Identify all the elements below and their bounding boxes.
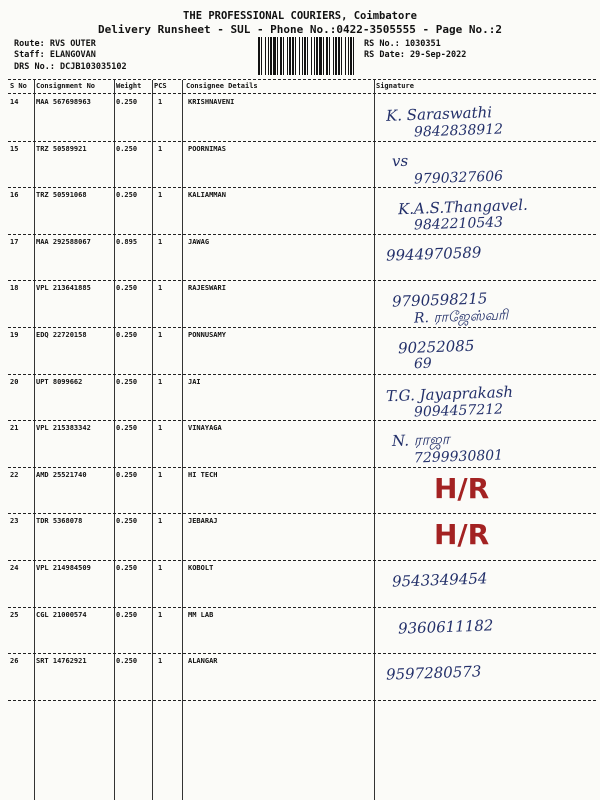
signature-cell bbox=[374, 235, 596, 281]
row-weight: 0.250 bbox=[116, 377, 138, 386]
row-pcs: 1 bbox=[158, 424, 163, 433]
row-pcs: 1 bbox=[158, 470, 163, 479]
barcode-bar bbox=[350, 37, 352, 75]
barcode-bar bbox=[348, 37, 349, 75]
signature-line-1: 9944970589 bbox=[385, 243, 482, 265]
row-consignment-no: MAA 567698963 bbox=[36, 98, 91, 106]
signature-line-1: H/R bbox=[434, 471, 490, 505]
row-consignee: KALIAMMAN bbox=[188, 191, 226, 200]
signature-line-2: 69 bbox=[413, 355, 433, 373]
row-pcs: 1 bbox=[158, 564, 163, 572]
row-consignee: KOBOLT bbox=[188, 564, 214, 572]
col-sno: S No bbox=[10, 82, 27, 90]
signature-cell bbox=[374, 514, 596, 560]
signature-line-1: H/R bbox=[434, 518, 490, 552]
signature-cell bbox=[374, 561, 596, 607]
row-consignment-no: TRZ 50591068 bbox=[36, 191, 87, 200]
barcode-bar bbox=[283, 37, 284, 75]
drs-number: DRS No.: DCJB103035102 bbox=[14, 62, 127, 72]
row-consignee: RAJESWARI bbox=[188, 284, 226, 293]
row-consignee: KRISHNAVENI bbox=[188, 98, 235, 106]
barcode-bar bbox=[353, 37, 354, 75]
barcode-bar bbox=[345, 37, 346, 75]
barcode-bar bbox=[338, 37, 340, 75]
row-sno: 21 bbox=[10, 424, 19, 433]
barcode-bar bbox=[335, 37, 337, 75]
row-pcs: 1 bbox=[158, 284, 163, 293]
col-consignment: Consignment No bbox=[36, 82, 96, 90]
row-sno: 20 bbox=[10, 377, 19, 386]
row-weight: 0.250 bbox=[116, 98, 138, 106]
rs-number: RS No.: 1030351 bbox=[364, 39, 441, 49]
row-consignment-no: VPL 213641885 bbox=[36, 284, 91, 293]
signature-line-1: 9790598215 bbox=[391, 289, 488, 312]
row-sno: 22 bbox=[10, 470, 19, 479]
barcode bbox=[258, 37, 358, 75]
barcode-bar bbox=[299, 37, 300, 75]
signature-cell bbox=[374, 328, 596, 374]
row-consignment-no: TDR 5368078 bbox=[36, 517, 83, 526]
row-consignment-no: CGL 21000574 bbox=[36, 610, 87, 619]
barcode-bar bbox=[316, 37, 318, 75]
barcode-bar bbox=[302, 37, 303, 75]
barcode-bar bbox=[326, 37, 328, 75]
row-consignee: POORNIMAS bbox=[188, 144, 226, 153]
col-pcs: PCS bbox=[154, 82, 167, 90]
signature-cell bbox=[374, 188, 596, 234]
row-pcs: 1 bbox=[158, 610, 163, 619]
row-weight: 0.250 bbox=[116, 470, 138, 479]
barcode-bar bbox=[265, 37, 266, 75]
signature-line-2: 9842838912 bbox=[413, 121, 504, 141]
signature-line-1: 9597280573 bbox=[385, 662, 482, 684]
runsheet-subtitle: Delivery Runsheet - SUL - Phone No.:0422-3505555 - Page No.:2 bbox=[98, 23, 502, 36]
barcode-bar bbox=[292, 37, 294, 75]
row-weight: 0.250 bbox=[116, 284, 138, 293]
row-consignee: JAI bbox=[188, 377, 201, 386]
rs-date: RS Date: 29-Sep-2022 bbox=[364, 50, 467, 60]
signature-cell bbox=[374, 468, 596, 514]
row-consignee: JAWAG bbox=[188, 237, 210, 246]
row-consignment-no: VPL 214984509 bbox=[36, 564, 91, 572]
barcode-bar bbox=[329, 37, 330, 75]
row-consignee: VINAYAGA bbox=[188, 424, 222, 433]
signature-line-1: K.A.S.Thangavel. bbox=[397, 195, 529, 219]
barcode-bar bbox=[273, 37, 276, 75]
company-title: THE PROFESSIONAL COURIERS, Coimbatore bbox=[183, 10, 417, 22]
row-pcs: 1 bbox=[158, 144, 163, 153]
row-weight: 0.250 bbox=[116, 657, 138, 666]
row-sno: 18 bbox=[10, 284, 19, 293]
barcode-bar bbox=[311, 37, 312, 75]
row-consignee: MM LAB bbox=[188, 610, 214, 619]
row-consignment-no: AMD 25521740 bbox=[36, 470, 87, 479]
row-sno: 25 bbox=[10, 610, 19, 619]
barcode-bar bbox=[295, 37, 296, 75]
route-label: Route: RVS OUTER bbox=[14, 39, 96, 49]
row-weight: 0.250 bbox=[116, 144, 138, 153]
signature-line-1: vs bbox=[391, 151, 409, 170]
row-pcs: 1 bbox=[158, 377, 163, 386]
signature-line-2: 9790327606 bbox=[413, 168, 504, 188]
row-weight: 0.895 bbox=[116, 237, 138, 246]
barcode-bar bbox=[307, 37, 308, 75]
barcode-bar bbox=[287, 37, 288, 75]
row-sno: 24 bbox=[10, 564, 19, 572]
row-pcs: 1 bbox=[158, 331, 163, 339]
barcode-bar bbox=[319, 37, 322, 75]
row-sno: 15 bbox=[10, 144, 19, 153]
row-separator bbox=[8, 700, 596, 701]
row-sno: 16 bbox=[10, 191, 19, 200]
row-weight: 0.250 bbox=[116, 564, 138, 572]
row-sno: 19 bbox=[10, 331, 19, 339]
row-weight: 0.250 bbox=[116, 191, 138, 200]
signature-line-1: N. ராஜா bbox=[391, 430, 450, 451]
barcode-bar bbox=[280, 37, 282, 75]
signature-cell bbox=[374, 654, 596, 700]
signature-line-2: 7299930801 bbox=[413, 447, 504, 467]
row-consignment-no: VPL 215383342 bbox=[36, 424, 91, 433]
row-consignee: ALANGAR bbox=[188, 657, 218, 666]
signature-line-1: T.G. Jayaprakash bbox=[385, 382, 514, 405]
barcode-bar bbox=[268, 37, 269, 75]
barcode-bar bbox=[270, 37, 272, 75]
signature-cell bbox=[374, 375, 596, 421]
row-weight: 0.250 bbox=[116, 610, 138, 619]
staff-label: Staff: ELANGOVAN bbox=[14, 50, 96, 60]
row-sno: 26 bbox=[10, 657, 19, 666]
barcode-bar bbox=[304, 37, 306, 75]
row-weight: 0.250 bbox=[116, 331, 138, 339]
row-consignment-no: SRT 14762921 bbox=[36, 657, 87, 666]
barcode-bar bbox=[289, 37, 291, 75]
signature-line-2: 9842210543 bbox=[413, 214, 504, 234]
row-pcs: 1 bbox=[158, 517, 163, 526]
row-consignment-no: UPT 8099662 bbox=[36, 377, 83, 386]
row-pcs: 1 bbox=[158, 191, 163, 200]
row-consignment-no: EDQ 22720158 bbox=[36, 331, 87, 339]
barcode-bar bbox=[341, 37, 342, 75]
barcode-bar bbox=[323, 37, 324, 75]
signature-line-1: 9360611182 bbox=[397, 615, 494, 638]
row-sno: 14 bbox=[10, 98, 19, 106]
table-header bbox=[8, 80, 596, 94]
header-rule bbox=[8, 93, 596, 94]
row-pcs: 1 bbox=[158, 98, 163, 106]
signature-line-2: R. ராஜேஸ்வரி bbox=[413, 307, 509, 328]
row-consignee: HI TECH bbox=[188, 470, 218, 479]
signature-cell bbox=[374, 608, 596, 654]
barcode-bar bbox=[261, 37, 262, 75]
row-sno: 17 bbox=[10, 237, 19, 246]
row-consignee: JEBARAJ bbox=[188, 517, 218, 526]
barcode-bar bbox=[258, 37, 260, 75]
col-consignee: Consignee Details bbox=[186, 82, 258, 90]
row-weight: 0.250 bbox=[116, 424, 138, 433]
barcode-bar bbox=[333, 37, 334, 75]
signature-line-1: 9543349454 bbox=[391, 569, 488, 591]
signature-cell bbox=[374, 281, 596, 327]
row-pcs: 1 bbox=[158, 657, 163, 666]
signature-line-2: 9094457212 bbox=[413, 401, 504, 421]
signature-cell bbox=[374, 421, 596, 467]
col-signature: Signature bbox=[376, 82, 414, 90]
row-consignment-no: TRZ 50589921 bbox=[36, 144, 87, 153]
signature-line-1: K. Saraswathi bbox=[385, 103, 493, 125]
signature-line-1: 90252085 bbox=[397, 336, 475, 358]
row-consignee: PONNUSAMY bbox=[188, 331, 226, 339]
row-pcs: 1 bbox=[158, 237, 163, 246]
row-sno: 23 bbox=[10, 517, 19, 526]
col-weight: Weight bbox=[116, 82, 142, 90]
row-weight: 0.250 bbox=[116, 517, 138, 526]
signature-cell bbox=[374, 142, 596, 188]
barcode-bar bbox=[314, 37, 315, 75]
row-consignment-no: MAA 292588067 bbox=[36, 237, 91, 246]
signature-cell bbox=[374, 95, 596, 141]
barcode-bar bbox=[277, 37, 278, 75]
